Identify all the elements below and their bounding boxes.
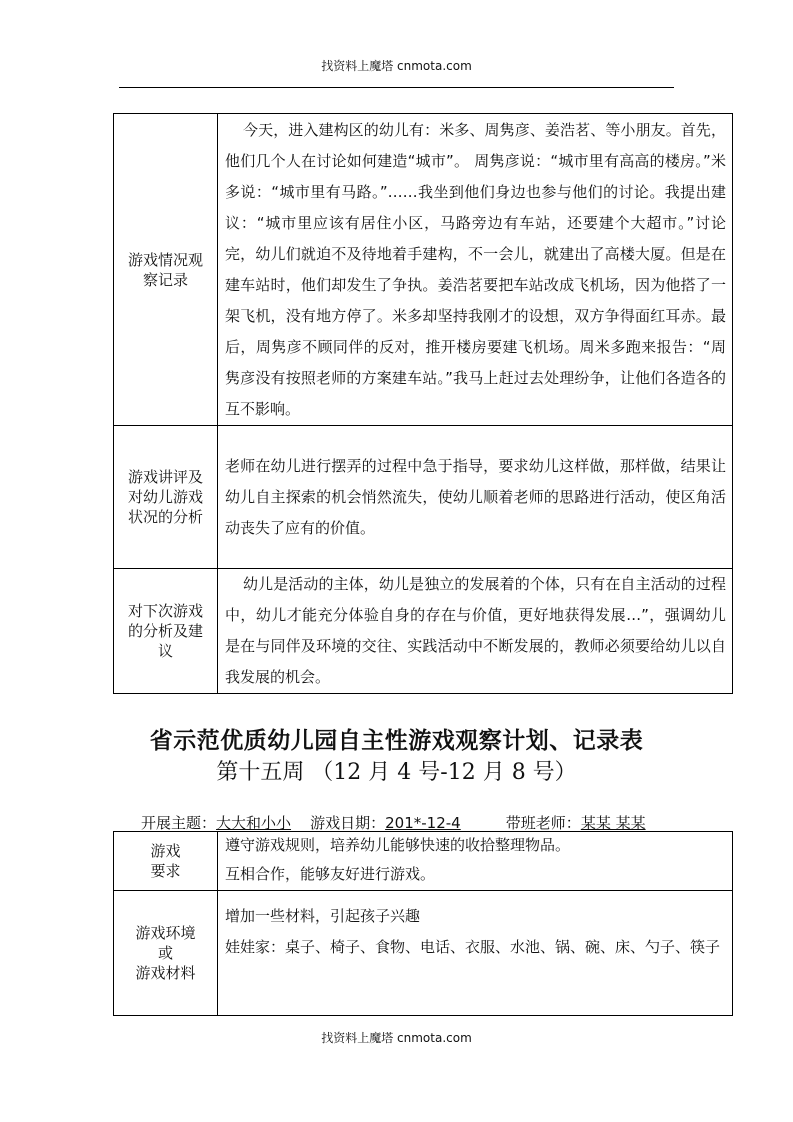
observation-record-text: 今天，进入建构区的幼儿有：米多、周隽彦、姜浩茗、等小朋友。首先，他们几个人在讨论如何建造“城市”。 周隽彦说：“城市里有高高的楼房。”米多说：“城市里有马路。”……我坐到他们身边也参与他们的讨论。我提出建议：“城市里应该有居住小区，马路旁边有车站，还要建个大超市。”讨论完，幼儿们就迫不及待地着手建构，不一会儿，就建出了高楼大厦。但是在建车站时，他们却发生了争执。姜浩茗要把车站改成飞机场，因为他搭了一架飞机，没有地方停了。米多却坚持我刚才的设想，双方争得面红耳赤。最后，周隽彦不顾同伴的反对，推开楼房要建飞机场。周米多跑来报告：“周隽彦没有按照老师的方案建车站。”我马上赶过去处理纷争，让他们各造各的互不影响。	[218, 114, 733, 426]
materials-content	[218, 891, 733, 1016]
table-row	[114, 114, 733, 426]
analysis-text: 老师在幼儿进行摆弄的过程中急于指导，要求幼儿这样做，那样做，结果让幼儿自主探索的机会悄然流失，使幼儿顺着老师的思路进行活动，使区角活动丧失了应有的价值。	[218, 426, 733, 569]
label-line: 游戏材料	[135, 964, 196, 982]
row-label	[114, 569, 218, 694]
requirement-line: 互相合作，能够友好进行游戏。	[225, 865, 436, 883]
label-line: 游戏环境	[135, 924, 196, 942]
row-label	[114, 426, 218, 569]
table-row	[114, 569, 733, 694]
row-label-text: 游戏讲评及对幼儿游戏状况的分析	[127, 468, 203, 526]
page-title: 省示范优质幼儿园自主性游戏观察计划、记录表	[149, 727, 644, 754]
page-subtitle: 第十五周 （12 月 4 号-12 月 8 号）	[216, 760, 577, 785]
row-label-text: 游戏情况观察记录	[127, 250, 203, 289]
requirements-content	[218, 832, 733, 891]
row-label	[114, 114, 218, 426]
theme-value: 大大和小小	[216, 814, 292, 832]
date-label: 游戏日期：	[310, 814, 386, 832]
teacher-value: 某某 某某	[580, 814, 646, 832]
table-row	[114, 426, 733, 569]
materials-line: 增加一些材料，引起孩子兴趣	[225, 907, 421, 925]
meta-line	[141, 812, 646, 833]
theme-label: 开展主题：	[141, 814, 217, 832]
table-row	[114, 891, 733, 1016]
page-footer: 找资料上魔塔 cnmota.com	[321, 1031, 472, 1045]
header-divider	[119, 87, 674, 88]
table-row	[114, 832, 733, 891]
row-label-text: 对下次游戏的分析及建议	[127, 602, 203, 660]
requirement-line: 遵守游戏规则，培养幼儿能够快速的收拾整理物品。	[225, 836, 571, 854]
game-plan-table	[113, 831, 733, 1016]
materials-line: 娃娃家：桌子、椅子、食物、电话、衣服、水池、锅、碗、床、勺子、筷子	[225, 938, 721, 956]
date-value: 201*-12-4	[385, 814, 461, 832]
label-line: 要求	[150, 862, 181, 880]
label-line: 或	[157, 944, 173, 962]
suggestion-text: 幼儿是活动的主体，幼儿是独立的发展着的个体，只有在自主活动的过程中，幼儿才能充分体验自身的存在与价值，更好地获得发展…”，强调幼儿是在与同伴及环境的交往、实践活动中不断发展的，教师必须要给幼儿以自我发展的机会。	[218, 569, 733, 694]
label-line: 游戏	[150, 842, 181, 860]
requirements-label	[114, 832, 218, 891]
page-header: 找资料上魔塔 cnmota.com	[321, 59, 472, 73]
teacher-label: 带班老师：	[505, 814, 581, 832]
materials-label	[114, 891, 218, 1016]
observation-record-table	[113, 113, 733, 694]
